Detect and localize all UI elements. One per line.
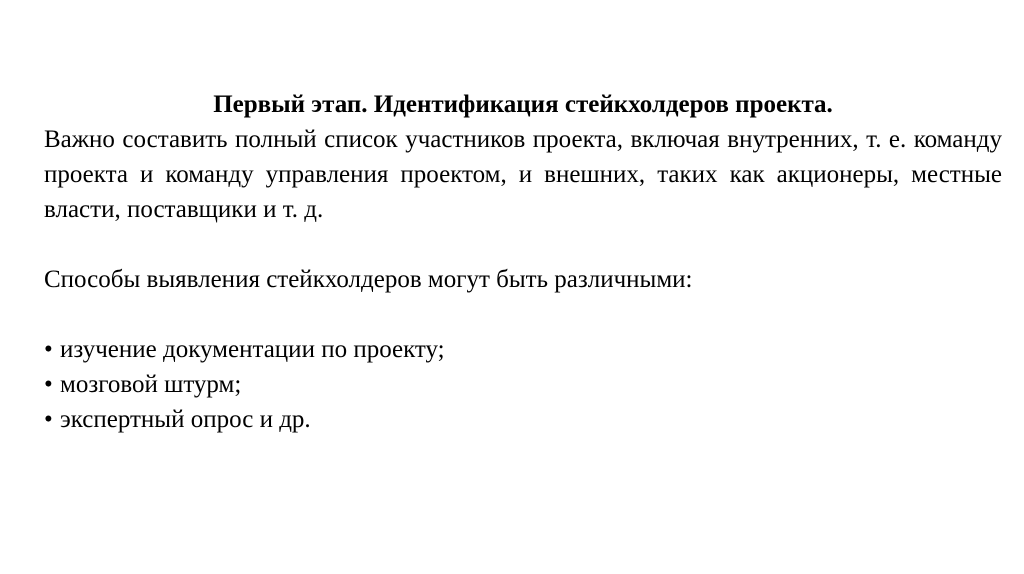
bullet-icon: • (44, 371, 53, 398)
slide-title: Первый этап. Идентификация стейкхолдеров проекта. (213, 91, 833, 118)
list-item-text: экспертный опрос и др. (60, 406, 311, 433)
methods-heading: Способы выявления стейкхолдеров могут быть различными: (44, 266, 693, 293)
methods-list (44, 332, 1002, 437)
slide-content (44, 88, 1002, 437)
list-item-text: изучение документации по проекту; (60, 336, 445, 363)
list-item (44, 402, 1002, 437)
list-item (44, 367, 1002, 402)
spacer (44, 297, 1002, 332)
bullet-icon: • (44, 406, 53, 433)
intro-paragraph: Важно составить полный список участников проекта, включая внутренних, т. е. команду проекта и команду управления проектом, и внешних, таких как акционеры, местные власти, поставщики и т. д. (44, 126, 1002, 223)
list-item (44, 332, 1002, 367)
list-item-text: мозговой штурм; (60, 371, 242, 398)
bullet-icon: • (44, 336, 53, 363)
spacer (44, 227, 1002, 262)
